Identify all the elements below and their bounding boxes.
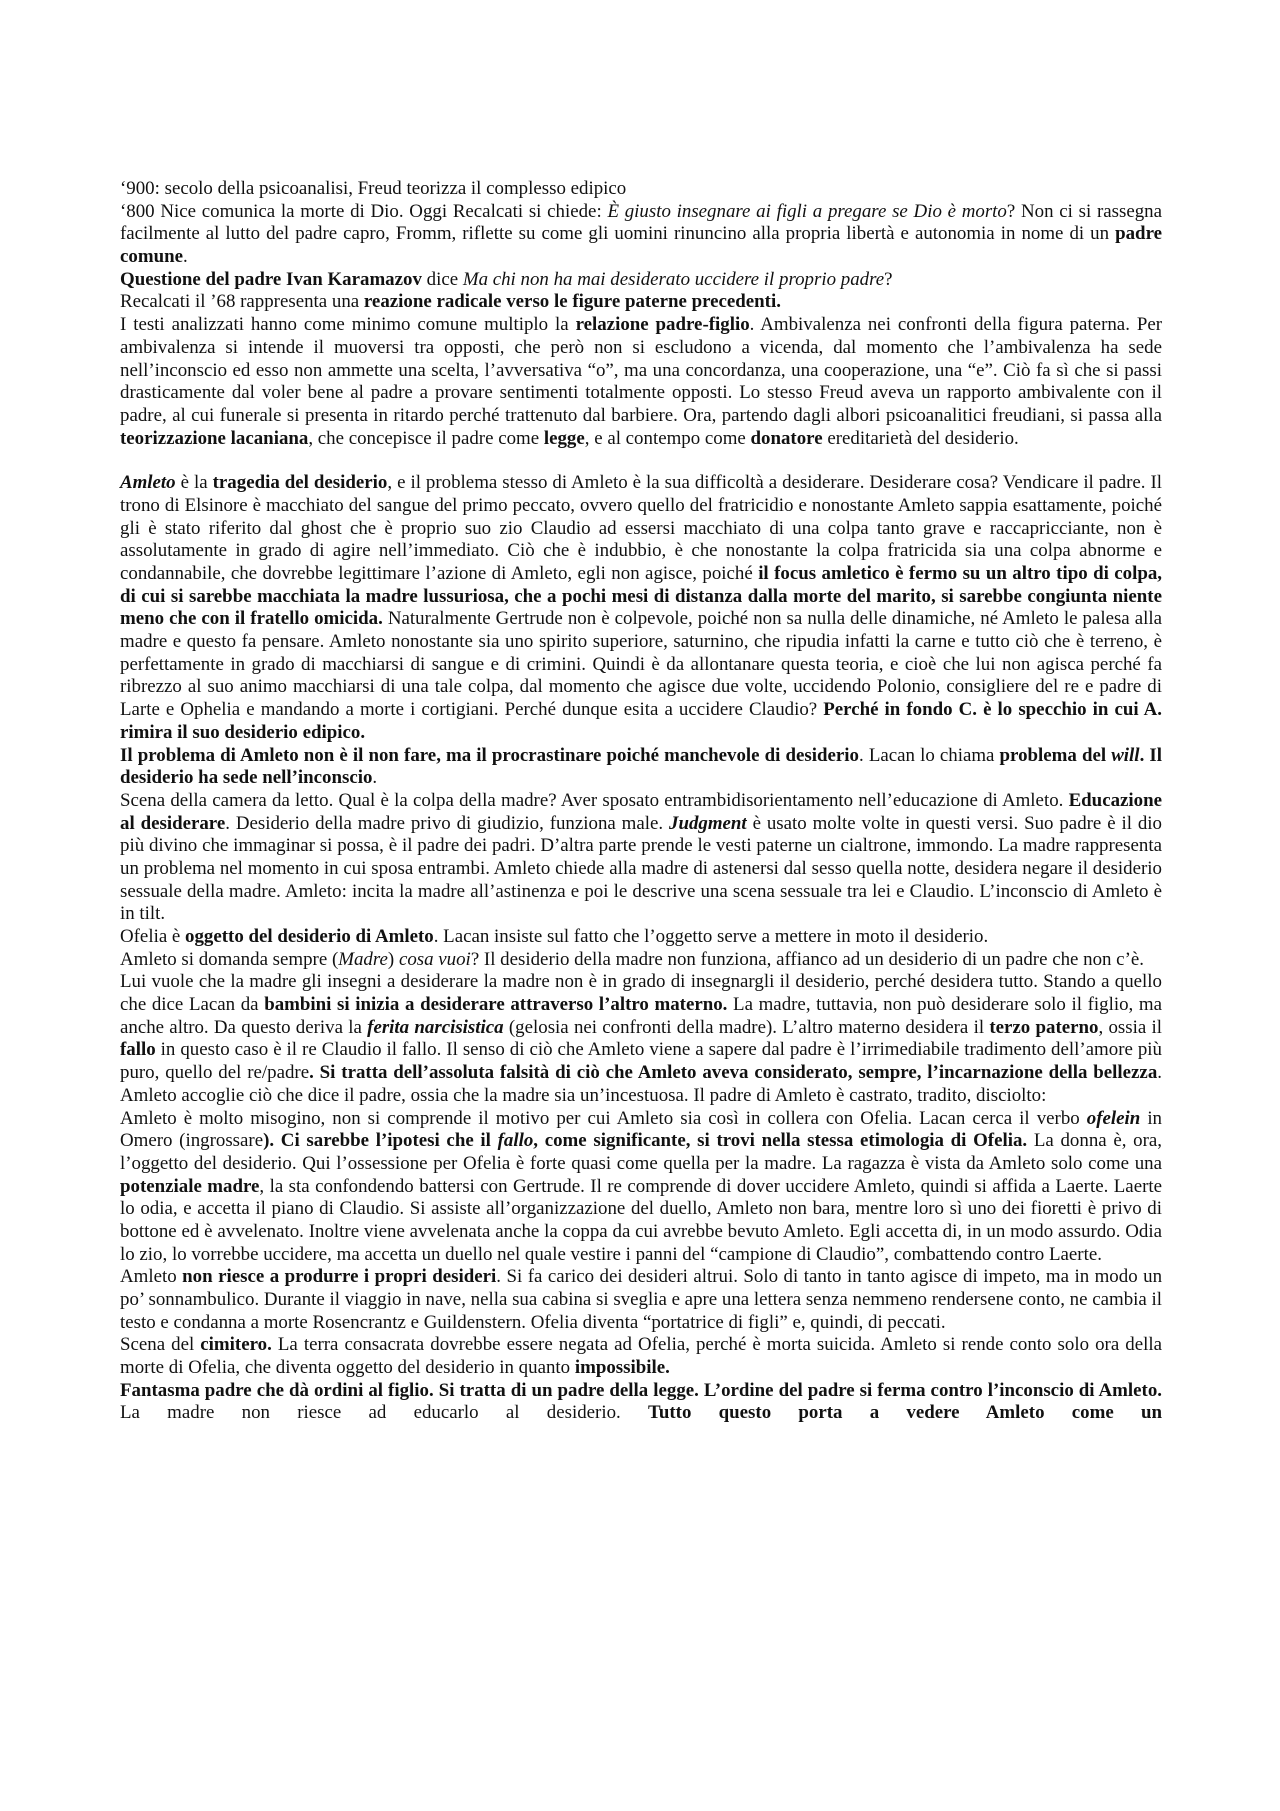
paragraph-p14 <box>120 1334 1162 1379</box>
text-run: ferita narcisistica <box>367 1016 504 1038</box>
text-run <box>498 1130 534 1151</box>
text-run: Judgment <box>669 812 747 834</box>
text-run: è la <box>175 472 213 494</box>
text-run: . <box>182 246 188 268</box>
text-run: Madre <box>338 948 388 970</box>
paragraph-p6 <box>120 472 1162 744</box>
text-run: Amleto si domanda sempre ( <box>120 948 339 970</box>
text-run: ? Il desiderio della madre non funziona, affianco ad un desiderio di un padre che non c’è. <box>470 948 1144 970</box>
paragraph-p13 <box>120 1266 1162 1334</box>
text-run: donatore <box>750 427 823 449</box>
text-run: , e al contempo come <box>584 427 751 449</box>
paragraph-p5 <box>120 314 1162 450</box>
text-run: Fantasma padre che dà ordini al figlio. Si tratta di un padre della legge. L’ordine del padre si ferma contro l’inconscio di Amleto. <box>120 1379 1162 1401</box>
text-run: Naturalmente Gertrude non è colpevole, poiché non sa nulla delle dinamiche, né Amleto le palesa alla madre e questo fa pensare. Amleto nonostante sia uno spirito superiore, saturnino, che ripudia infatti la carne e tutto ciò che è terreno, è perfettamente in grado di macchiarsi di sangue e di crimini. Quindi è da allontanare questa teoria, e cioè che lui non agisca perché fa ribrezzo al suo animo macchiarsi di una tale colpa, dal momento che agisce due volte, uccidendo Polonio, consigliere del re e padre di Larte e Ophelia e mandando a morte i cortigiani. Perché dunque esita a uccidere Claudio? <box>120 608 1162 721</box>
text-run: ). Ci sarebbe l’ipotesi che il <box>263 1130 498 1152</box>
text-run: , che concepisce il padre come <box>308 427 544 449</box>
text-run <box>669 813 747 834</box>
text-run: potenziale madre <box>120 1175 260 1197</box>
text-run: . Lacan lo chiama <box>859 744 1000 766</box>
text-run: in Omero (ingrossare <box>120 1107 1163 1152</box>
text-run: . Lacan insiste sul fatto che l’oggetto serve a mettere in moto il desiderio. <box>433 926 989 947</box>
text-run <box>1087 1108 1141 1129</box>
text-run: fallo <box>120 1039 156 1061</box>
text-run: ‘900: secolo della psicoanalisi, Freud teorizza il complesso edipico <box>120 178 627 199</box>
text-run: , la sta confondendo battersi con Gertrude. Il re comprende di dover uccidere Amleto, quindi si affida a Laerte. Laerte lo odia, e accetta il piano di Claudio. Si assiste all’organizzazione del duello, Amleto non bara, mentre loro sì uno dei fioretti è privo di bottone ed è avvelenato. Inoltre viene avvelenata anche la coppa da cui avrebbe bevuto Amleto. Egli accetta di, in un modo assurdo. Odia lo zio, lo vorrebbe uccidere, ma accetta un duello nel quale vestire i panni del “campione di Claudio”, combattendo contro Laerte. <box>120 1175 1162 1265</box>
text-run: cosa vuoi <box>398 948 471 970</box>
text-run: fallo <box>497 1130 534 1152</box>
text-run: Il problema di Amleto non è il non fare, ma il procrastinare poiché manchevole di desiderio <box>120 744 859 766</box>
text-run: teorizzazione lacaniana <box>120 427 309 449</box>
paragraph-p11 <box>120 971 1162 1107</box>
text-run: Scena del <box>120 1334 201 1356</box>
paragraph-p7 <box>120 745 1162 790</box>
text-run: . Amleto accoglie ciò che dice il padre, ossia che la madre sia un’incestuosa. Il padre di Amleto è castrato, tradito, disciolto: <box>120 1062 1163 1106</box>
text-run: Educazione al desiderare <box>120 789 1162 834</box>
text-run: Amleto <box>120 472 176 494</box>
text-run <box>120 472 176 493</box>
text-run: . Ambivalenza nei confronti della figura paterna. Per ambivalenza si intende il muoversi tra opposti, che però non si escludono a vicenda, dal momento che l’ambivalenza ha sede nell’inconscio ed esso non ammette una scelta, l’avversativa “o”, ma una concordanza, una cooperazione, una “e”. Ciò fa sì che si passi drasticamente dal voler bene al padre a provare sentimenti totalmente opposti. Lo stesso Freud aveva un rapporto ambivalente con il padre, al cui funerale si presenta in ritardo perché trattenuto dal barbiere. Ora, partendo dagli albori psicoanalitici freudiani, si passa alla <box>120 314 1162 426</box>
text-run <box>367 1017 503 1038</box>
text-run: Scena della camera da letto. Qual è la colpa della madre? Aver sposato entrambidisorientamento nell’educazione di Amleto. <box>120 789 1069 811</box>
text-run: Ma chi non ha mai desiderato uccidere il proprio padre <box>462 268 885 290</box>
text-run: La terra consacrata dovrebbe essere negata ad Ofelia, perché è morta suicida. Amleto si rende conto solo ora della morte di Ofelia, che diventa oggetto del desiderio in quanto <box>120 1334 1162 1379</box>
text-run: La madre, tuttavia, non può desiderare solo il figlio, ma anche altro. Da questo deriva la <box>120 994 1162 1038</box>
paragraph-p4 <box>120 291 1162 314</box>
text-run: . Si tratta dell’assoluta falsità di ciò che Amleto aveva considerato, sempre, l’incarnazione della bellezza <box>309 1062 1158 1084</box>
text-run: problema del <box>999 744 1112 766</box>
paragraph-p10 <box>120 949 1162 972</box>
text-run: tragedia del desiderio <box>212 472 388 494</box>
paragraph-p1 <box>120 178 1162 201</box>
text-run: Amleto <box>120 1266 183 1288</box>
paragraph-p15 <box>120 1380 1162 1425</box>
text-run: , ossia il <box>1098 1016 1162 1038</box>
text-run: Amleto è molto misogino, non si comprende il motivo per cui Amleto sia così in collera con Ofelia. Lacan cerca il verbo <box>120 1107 1087 1129</box>
text-run: oggetto del desiderio di Amleto <box>185 926 434 947</box>
document-page <box>120 178 1162 1425</box>
text-run: in questo caso è il re Claudio il fallo. Il senso di ciò che Amleto viene a sapere dal padre è l’irrimediabile tradimento dell’amore più puro, quello del re/padre <box>120 1039 1162 1084</box>
text-run: Recalcati il ’68 rappresenta una <box>120 291 364 313</box>
paragraph-p2 <box>120 201 1162 269</box>
text-run: padre comune <box>120 223 1162 268</box>
text-run: ofelein <box>1086 1107 1141 1129</box>
paragraph-p12 <box>120 1108 1162 1267</box>
text-run: ereditarietà del desiderio. <box>822 427 1019 449</box>
text-run: non riesce a produrre i propri desideri <box>182 1266 497 1288</box>
text-run: Tutto questo porta a vedere Amleto come un <box>648 1402 1162 1424</box>
text-run: dice <box>421 268 463 290</box>
text-run: Perché in fondo C. è lo specchio in cui A. rimira il suo desiderio edipico. <box>120 699 1162 743</box>
text-run: ‘800 Nice comunica la morte di Dio. Oggi Recalcati si chiede: <box>120 200 608 222</box>
text-run: . Si fa carico dei desideri altrui. Solo di tanto in tanto agisce di impeto, ma in modo un po’ sonnambulico. Durante il viaggio in nave, nella sua cabina si sveglia e apre una lettera senza nemmeno rendersene conto, ne cambia il testo e condanna a morte Rosencrantz e Guildenstern. Ofelia diventa “portatrice di figli” e, quindi, di peccati. <box>120 1266 1163 1333</box>
text-run: ? <box>884 268 893 290</box>
text-run: legge <box>543 427 585 449</box>
text-run: bambini si inizia a desiderare attraverso l’altro materno. <box>264 994 728 1016</box>
paragraph-p3 <box>120 269 1162 292</box>
text-run: , e il problema stesso di Amleto è la sua difficoltà a desiderare. Desiderare cosa? Vendicare il padre. Il trono di Elsinore è macchiato del sangue del primo peccato, ovvero quello del fratricidio e nonostante Amleto sappia esattamente, poiché gli è stato riferito dal ghost che è proprio suo zio Claudio ad essersi macchiato di una colpa tanto grave e raccapricciante, non è assolutamente in grado di agire nell’immediato. Ciò che è indubbio, è che nonostante la colpa fratricida sia una colpa abnorme e condannabile, che dovrebbe legittimare l’azione di Amleto, egli non agisce, poiché <box>120 472 1162 584</box>
text-run <box>1111 745 1139 766</box>
text-run: . <box>372 767 378 789</box>
text-run: ? Non ci si rassegna facilmente al lutto del padre capro, Fromm, riflette su come gli uomini rinuncino alla propria libertà e autonomia in nome di un <box>120 200 1162 245</box>
text-run: Lui vuole che la madre gli insegni a desiderare la madre non è in grado di insegnargli il desiderio, perché desidera tutto. Stando a quello che dice Lacan da <box>120 971 1162 1016</box>
text-run: Ofelia è <box>120 926 186 947</box>
text-run: il focus amletico è fermo su un altro tipo di colpa, di cui si sarebbe macchiata la madre lussuriosa, che a pochi mesi di distanza dalla morte del marito, si sarebbe congiunta niente meno che con il fratello omicida. <box>120 563 1163 630</box>
text-run: . Desiderio della madre privo di giudizio, funziona male. <box>225 812 669 834</box>
text-run: , come significante, si trovi nella stessa etimologia di Ofelia. <box>533 1130 1028 1152</box>
text-run: will <box>1111 744 1140 766</box>
text-run: Questione del padre Ivan Karamazov <box>120 268 422 290</box>
text-run: cimitero. <box>200 1334 272 1356</box>
text-run: è usato molte volte in questi versi. Suo padre è il dio più divino che immaginar si possa, è il padre dei padri. D’altra parte prende le vesti paterne un cialtrone, immondo. La madre rappresenta un problema nel momento in cui sposa entrambi. Amleto chiede alla madre di astenersi dal sesso quella notte, desidera negare il desiderio sessuale della madre. Amleto: incita la madre all’astinenza e poi le descrive una scena sessuale tra lei e Claudio. L’inconscio di Amleto è in tilt. <box>120 812 1162 925</box>
paragraph-spacer <box>120 450 1162 472</box>
text-run: ) <box>387 948 399 970</box>
text-run: relazione padre-figlio <box>575 314 750 336</box>
text-run: La donna è, ora, l’oggetto del desiderio. Qui l’ossessione per Ofelia è forte quasi come quella per la madre. La ragazza è vista da Amleto solo come una <box>120 1130 1162 1174</box>
text-run: reazione radicale verso le figure paterne precedenti. <box>363 291 781 313</box>
text-run: (gelosia nei confronti della madre). L’altro materno desidera il <box>503 1016 990 1038</box>
paragraph-p9 <box>120 926 1162 949</box>
text-run: I testi analizzati hanno come minimo comune multiplo la <box>120 314 576 336</box>
text-run: terzo paterno <box>989 1016 1099 1038</box>
text-run: La madre non riesce ad educarlo al desiderio. <box>120 1402 648 1424</box>
paragraph-p8 <box>120 790 1162 926</box>
text-run: È giusto insegnare ai figli a pregare se Dio è morto <box>607 200 1007 222</box>
text-run: impossibile. <box>574 1357 670 1379</box>
text-run: . Il desiderio ha sede nell’inconscio <box>120 744 1162 789</box>
